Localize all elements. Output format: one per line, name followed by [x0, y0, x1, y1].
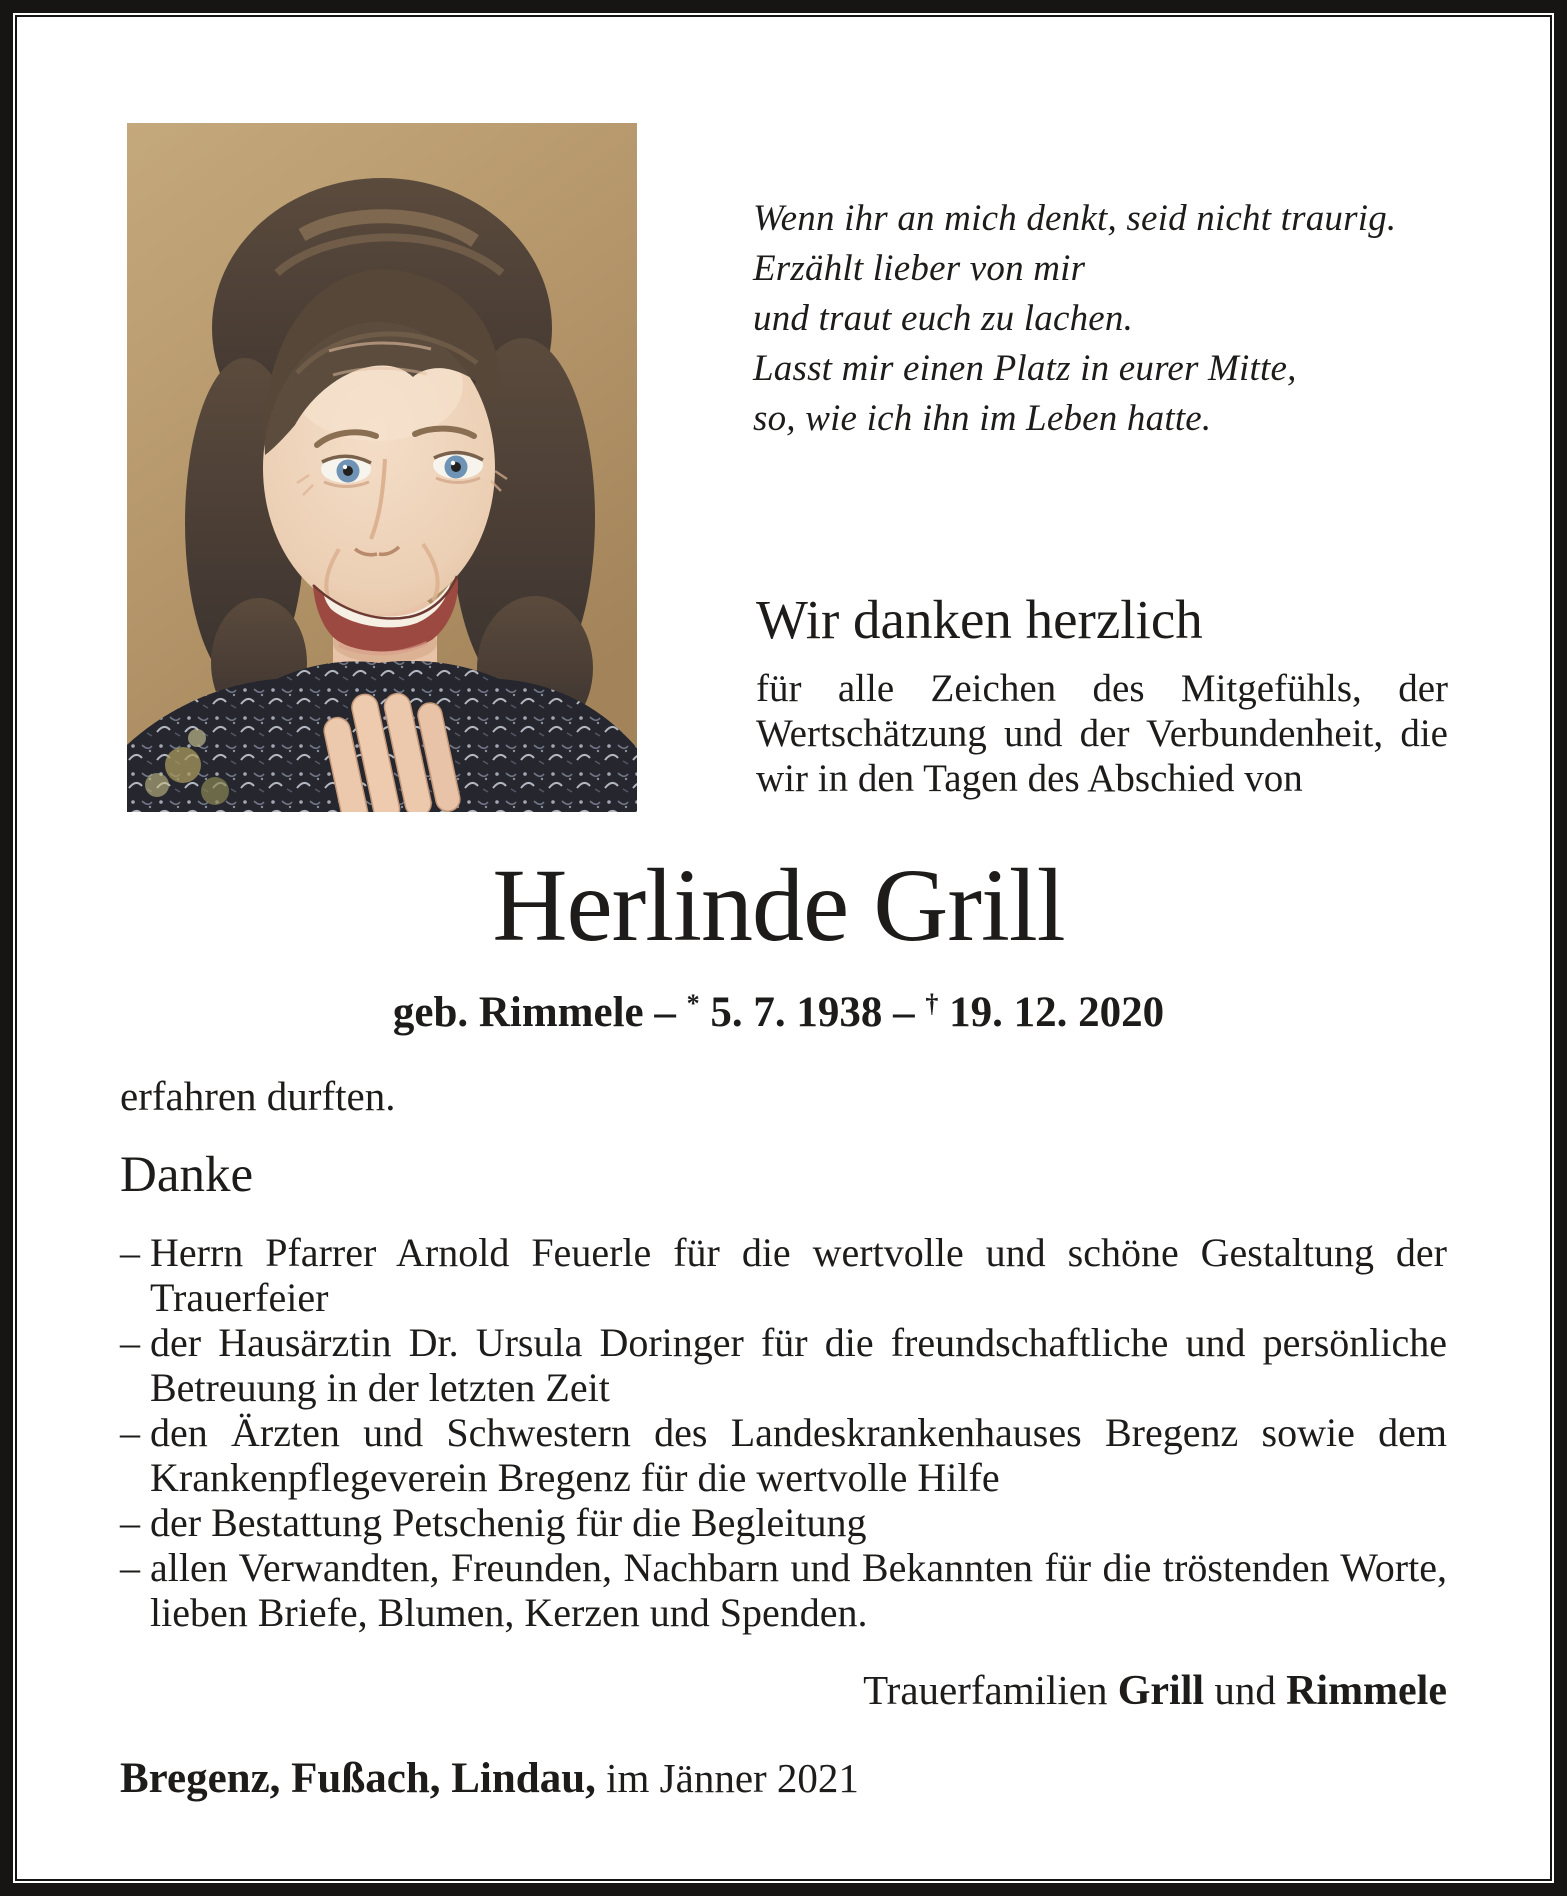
thanks-item: [120, 1410, 1447, 1500]
deceased-name: Herlinde Grill: [492, 848, 1065, 963]
danke-heading: Danke: [120, 1147, 254, 1203]
family-name-rimmele: Rimmele: [1286, 1668, 1447, 1714]
thanks-item-text: der Hausärztin Dr. Ursula Doringer für die freundschaftliche und persönliche Betreuung in der letzten Zeit: [150, 1320, 1447, 1410]
thanks-item-text: der Bestattung Petschenig für die Begleitung: [150, 1500, 867, 1545]
list-dash-marker: –: [120, 1545, 140, 1590]
poem-line: so, wie ich ihn im Leben hatte.: [753, 398, 1212, 439]
list-dash-marker: –: [120, 1230, 140, 1275]
list-dash-marker: –: [120, 1410, 140, 1455]
thanks-item: [120, 1320, 1447, 1410]
portrait-photo-svg: [127, 123, 637, 812]
closing-prefix: Trauerfamilien: [863, 1667, 1118, 1713]
maiden-name: geb. Rimmele –: [392, 989, 687, 1036]
thanks-item: [120, 1500, 1447, 1545]
intro-continuation: erfahren durften.: [120, 1073, 396, 1119]
death-symbol: †: [925, 989, 939, 1018]
birth-symbol: *: [686, 989, 700, 1018]
issue-date: im Jänner 2021: [595, 1755, 859, 1801]
poem-line: Lasst mir einen Platz in eurer Mitte,: [753, 348, 1297, 389]
poem-line: Wenn ihr an mich denkt, seid nicht traurig.: [753, 198, 1397, 239]
places: Bregenz, Fußach, Lindau,: [120, 1755, 596, 1802]
birth-date: 5. 7. 1938 –: [699, 989, 926, 1036]
thanks-heading: Wir danken herzlich: [756, 589, 1203, 650]
places-date-line: [120, 1754, 859, 1803]
thanks-item: [120, 1545, 1447, 1635]
closing-connector: und: [1204, 1667, 1287, 1713]
thanks-item-text: Herrn Pfarrer Arnold Feuerle für die wertvolle und schöne Gestaltung der Trauerfeier: [150, 1230, 1447, 1320]
thanks-item-text: allen Verwandten, Freunden, Nachbarn und Bekannten für die tröstenden Worte, lieben Briefe, Blumen, Kerzen und Spenden.: [150, 1545, 1447, 1635]
family-name-grill: Grill: [1117, 1668, 1205, 1714]
thanks-item-text: den Ärzten und Schwestern des Landeskrankenhauses Bregenz sowie dem Krankenpflegeverein Bregenz für die wertvolle Hilfe: [150, 1410, 1447, 1500]
poem-line: und traut euch zu lachen.: [753, 298, 1134, 339]
thanks-item: [120, 1230, 1447, 1320]
poem-line: Erzählt lieber von mir: [753, 248, 1086, 289]
mourning-families-line: [120, 1666, 1447, 1715]
list-dash-marker: –: [120, 1500, 140, 1545]
death-date: 19. 12. 2020: [938, 989, 1165, 1036]
deceased-dates: [112, 980, 1445, 1037]
memorial-poem: [753, 194, 1473, 444]
portrait-photo: [127, 123, 637, 812]
list-dash-marker: –: [120, 1320, 140, 1365]
thanks-list: [120, 1230, 1447, 1635]
thanks-intro-paragraph: für alle Zeichen des Mitgefühls, der Wertschätzung und der Verbundenheit, die wir in den Tagen des Abschied von: [756, 667, 1448, 800]
